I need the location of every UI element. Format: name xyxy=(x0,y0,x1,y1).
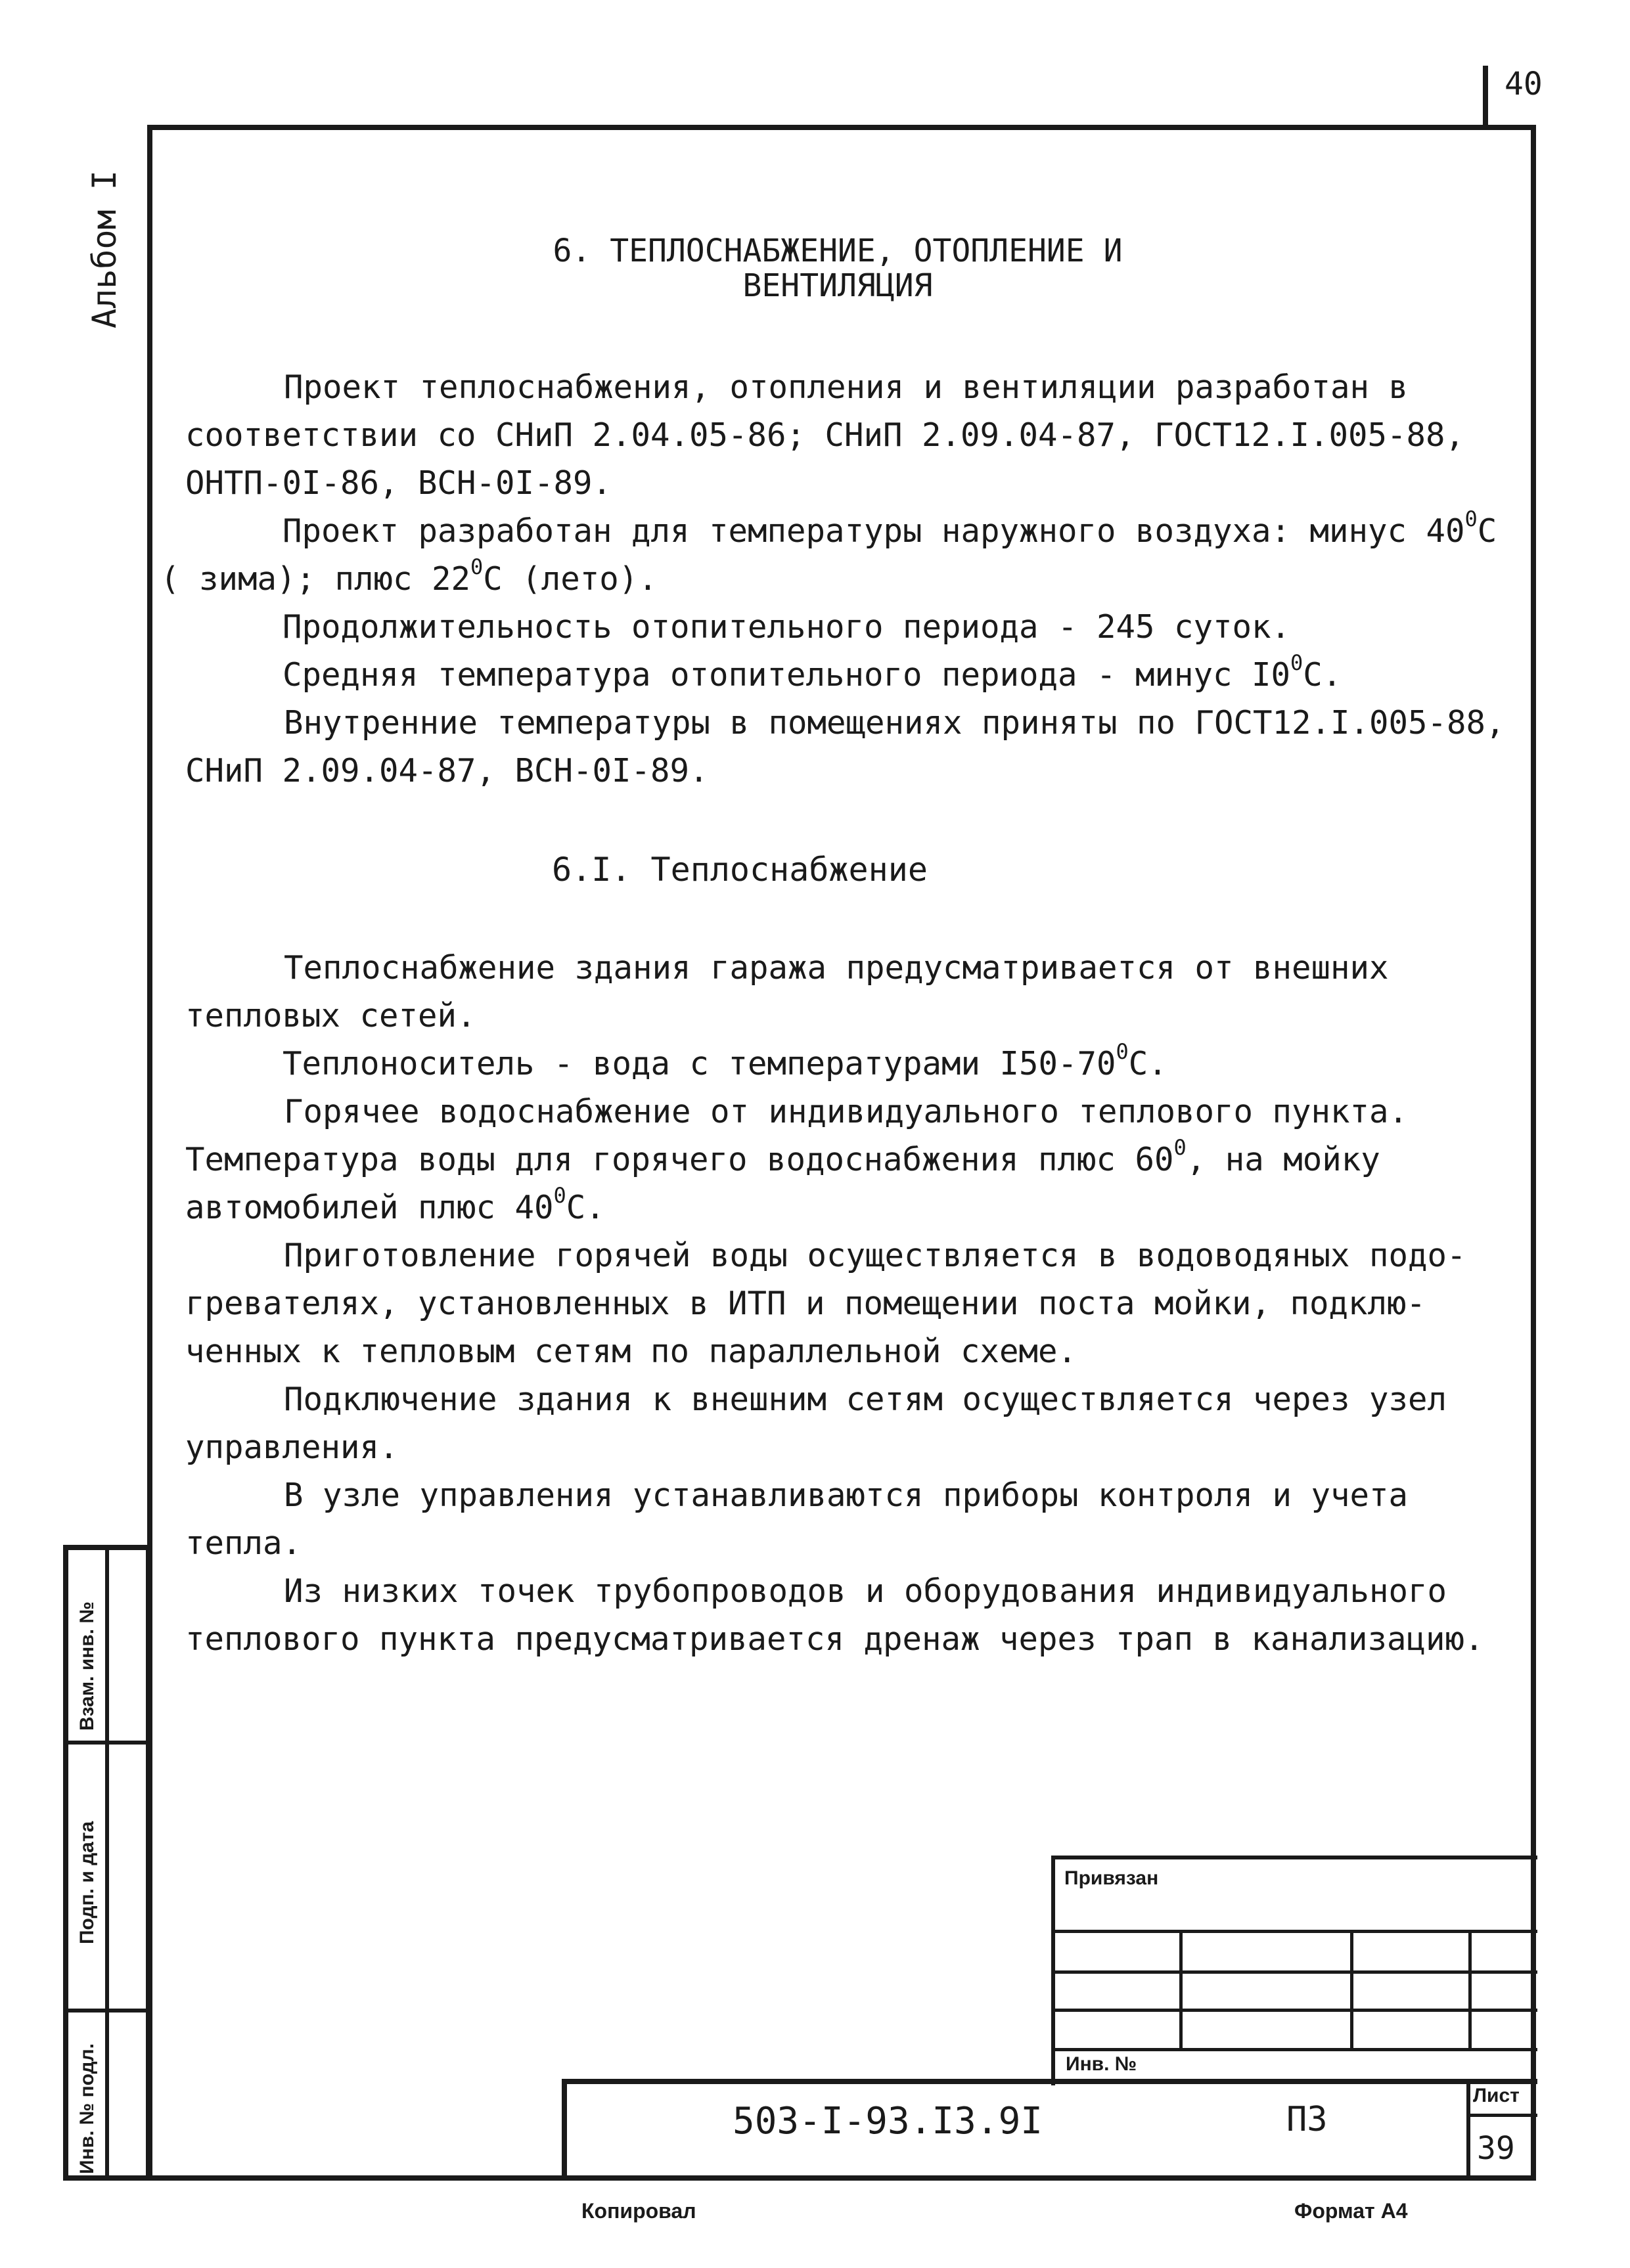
sheet-number: 39 xyxy=(1477,2130,1515,2167)
side-stamp-podp-data: Подп. и дата xyxy=(76,1821,98,1944)
side-stamp xyxy=(63,1545,151,2181)
sheet-label: Лист xyxy=(1473,2085,1520,2106)
inventory-label: Инв. № xyxy=(1066,2053,1137,2075)
paragraph-outdoor-temperature-cont: ( зима); плюс $22^0С$ (лето). xyxy=(160,554,658,598)
paragraph-average-temperature: Средняя температура отопительного периода - минус $I0^0С$. xyxy=(283,650,1342,694)
binding-label: Привязан xyxy=(1064,1867,1159,1889)
page-number: 40 xyxy=(1505,66,1543,102)
section-title-line2: ВЕНТИЛЯЦИЯ xyxy=(742,267,933,304)
album-label: Альбом I xyxy=(85,170,124,328)
paragraph-outdoor-temperature: Проект разработан для температуры наружного воздуха: минус $40^0С$ xyxy=(283,506,1497,550)
paragraph-connection: Подключение здания к внешним сетям осуществляется через узел управления. xyxy=(185,1381,1447,1466)
paragraph-coolant: Теплоноситель - вода с температурами $I50-70^0С$. xyxy=(283,1039,1167,1082)
paragraph-design-basis: Проект теплоснабжения, отопления и вентиляции разработан в соответствии со СНиП 2.04.05-86; СНиП 2.09.04-87, ГОСТ12.I.005-88, ОНТП-0I-86, ВСН-0I-89. xyxy=(185,368,1465,502)
format-label: Формат А4 xyxy=(1294,2199,1408,2223)
paragraph-control-unit: В узле управления устанавливаются приборы контроля и учета тепла. xyxy=(185,1477,1409,1562)
paragraph-heating-period: Продолжительность отопительного периода - 245 суток. xyxy=(283,608,1291,646)
section-title-line1: 6. ТЕПЛОСНАБЖЕНИЕ, ОТОПЛЕНИЕ И xyxy=(553,233,1123,269)
copied-by-label: Копировал xyxy=(581,2199,696,2223)
side-stamp-inv-podl: Инв. № подл. xyxy=(76,2043,98,2174)
paragraph-indoor-temperatures: Внутренние температуры в помещениях приняты по ГОСТ12.I.005-88, СНиП 2.09.04-87, ВСН-0I-89. xyxy=(185,704,1505,789)
subsection-title: 6.I. Теплоснабжение xyxy=(552,851,928,889)
paragraph-hot-water: Горячее водоснабжение от индивидуального теплового пункта. Температура воды для горячего водоснабжения плюс $60^0$, на мойку автомобилей плюс $40^0С$. xyxy=(185,1093,1409,1226)
document-type: ПЗ xyxy=(1286,2100,1328,2139)
paragraph-hot-water-preparation: Приготовление горячей воды осуществляется в водоводяных подо- гревателях, установленных в ИТП и помещении поста мойки, подклю- ченных к тепловым сетям по параллельной схеме. xyxy=(185,1237,1466,1370)
paragraph-heat-supply: Теплоснабжение здания гаража предусматривается от внешних тепловых сетей. xyxy=(185,949,1389,1034)
side-stamp-vzam-inv: Взам. инв. № xyxy=(76,1601,98,1731)
page-number-divider xyxy=(1483,66,1488,129)
document-code: 503-I-93.I3.9I xyxy=(733,2100,1043,2143)
paragraph-drainage: Из низких точек трубопроводов и оборудования индивидуального теплового пункта предусматривается дренаж через трап в канализацию. xyxy=(185,1572,1484,1658)
